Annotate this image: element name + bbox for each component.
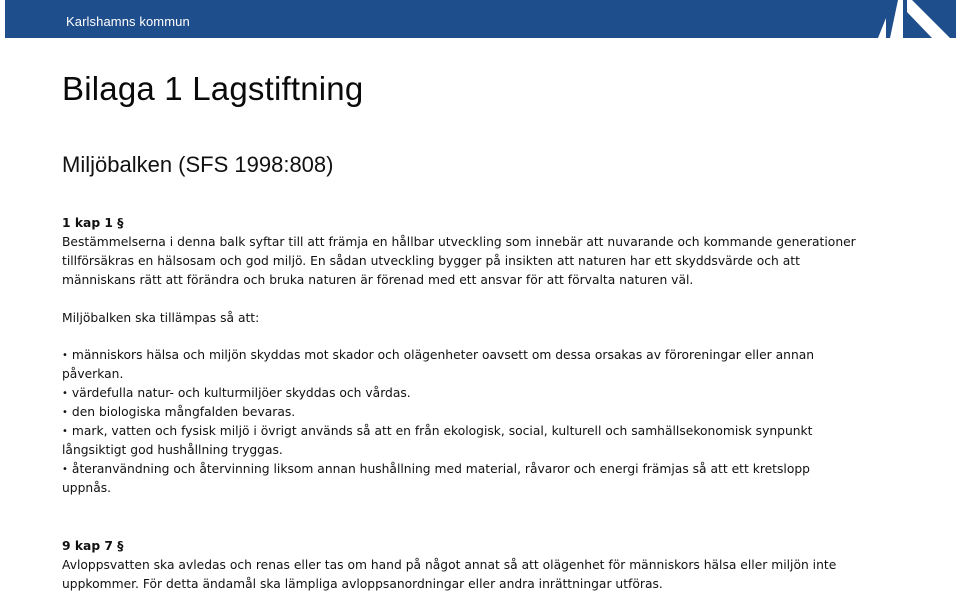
list-item [62, 403, 852, 422]
section-9-kap-7 [62, 537, 862, 594]
bullet-icon: • [62, 426, 68, 437]
page-title: Bilaga 1 Lagstiftning [62, 70, 364, 107]
list-item-text: människors hälsa och miljön skyddas mot skador och olägenheter oavsett om dessa orsakas av föroreningar eller annan påverkan. [62, 348, 815, 381]
municipality-logo-icon [876, 0, 956, 38]
list-item [62, 384, 852, 403]
bullet-list [62, 346, 852, 498]
list-item-text: mark, vatten och fysisk miljö i övrigt används så att en från ekologisk, social, kulturell och samhällsekonomisk synpunkt långsiktigt god hushållning tryggas. [62, 424, 813, 457]
page-subtitle: Miljöbalken (SFS 1998:808) [62, 152, 334, 177]
list-item-text: den biologiska mångfalden bevaras. [71, 405, 296, 419]
list-item-text: återanvändning och återvinning liksom annan hushållning med material, råvaror och energi främjas så att ett kretslopp uppnås. [62, 462, 810, 495]
header-bar [5, 0, 956, 38]
list-item [62, 346, 852, 384]
section-body: Avloppsvatten ska avledas och renas eller tas om hand på något annat så att olägenhet för människors hälsa eller miljön inte uppkommer. För detta ändamål ska lämpliga avloppsanordningar eller andra inrättningar utföras. [62, 558, 837, 591]
bullet-icon: • [62, 388, 68, 399]
bullet-icon: • [62, 407, 68, 418]
list-item [62, 422, 852, 460]
intro-text: Miljöbalken ska tillämpas så att: [62, 311, 260, 325]
section-heading: 9 kap 7 § [62, 539, 124, 553]
section-1-kap-1 [62, 214, 862, 290]
list-item [62, 460, 852, 498]
org-name: Karlshamns kommun [66, 14, 190, 29]
section-heading: 1 kap 1 § [62, 216, 124, 230]
bullet-icon: • [62, 350, 68, 361]
bullet-icon: • [62, 464, 68, 475]
list-item-text: värdefulla natur- och kulturmiljöer skyddas och vårdas. [71, 386, 411, 400]
section-body: Bestämmelserna i denna balk syftar till att främja en hållbar utveckling som innebär att nuvarande och kommande generationer tillförsäkras en hälsosam och god miljö. En sådan utveckling bygger på insikten att naturen har ett skyddsvärde och att människans rätt att förändra och bruka naturen är förenad med ett ansvar för att förvalta naturen väl. [62, 235, 856, 287]
